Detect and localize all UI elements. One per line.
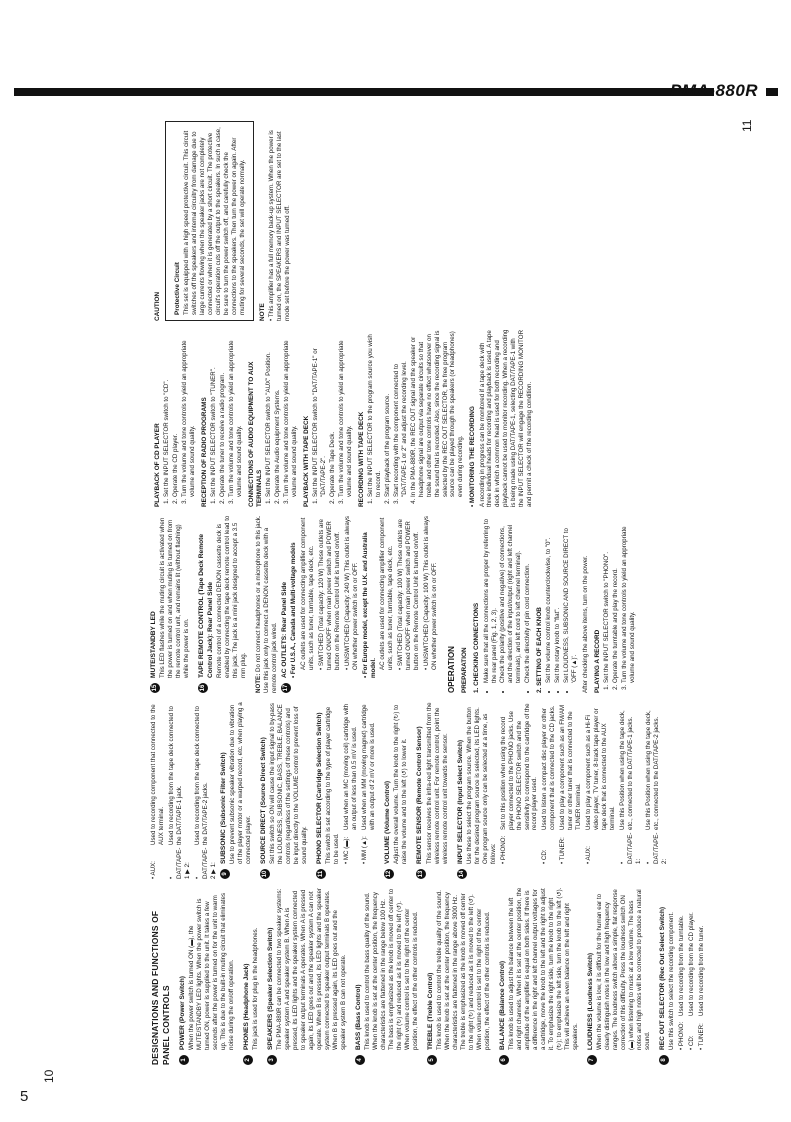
panel-item [150,515,191,693]
item-title: MUTE/STANDBY LED [150,611,157,678]
operation-block [248,329,299,507]
column-5 [150,121,740,321]
block-heading: PLAYBACK WITH TAPE DECK [303,415,310,507]
row-text: Used to play a component such as a Hi-Fi video player, TV tuner, 8-track tape player or tape deck that is connected to the AUX terminal. [585,708,616,830]
list-item: 1. Set the INPUT SELECTOR switch to "AUX" Position. [265,329,273,497]
list-item: 1. Set the INPUT SELECTOR switch to "PHONO". [603,515,611,683]
setting-list [545,515,579,693]
list-item: • Check the directivity of pin cord connection. [524,515,532,683]
list-item: 2. Operate the Audio equipment Systems. [274,329,282,497]
list-item: • Make sure that all the connections are proper by referring to the rear panel (Fig. 1, 2, 3). [483,515,499,683]
row-text: Used to recording from the tape deck connected to the DAT/TAPE-1 jack. [167,706,183,845]
item-number: 15 [152,684,158,692]
row-label: • AUX: [150,861,157,879]
item-number: 14 [458,870,465,878]
row-label: • PHONO: [499,835,507,864]
row-label: • TUNER: [697,1023,705,1050]
panel-item [316,701,377,879]
item-text: This knob is used to control the bass quality of the sound. When the knob is set at the center position, the frequency characteristics are flattened in the range below 100 Hz. The bass is emphasized as the knob is moved off center to the right (↻) and reduced as it is moved to the left (↺). When volume control is set to the right of the center position, the effect of the other controls is reduced. [364,888,419,1050]
item-title: BASS (Bass Control) [354,984,362,1050]
item-text: Remote control of a connected DENON cassette deck is enabled by connecting the tape deck remote control lead to this jack. The jack is a mini jack designed to accept a 3.5 mm plug. [216,515,247,678]
ac-eu-text: AC outlets are used for connecting amplifier component units, such as tuner, turntable, tape deck, etc. [379,517,395,670]
row-text: Used to recording from the turntable. [678,915,686,1016]
item-number: 7 [587,1055,597,1065]
item-title: VOLUME (Volume Control) [383,780,391,864]
panel-item [659,887,706,1065]
item-row [541,701,557,864]
operation-block [154,329,197,507]
row-label: • DAT/TAPE-2 ▶ 1: [193,847,217,879]
item-title: PHONO SELECTOR (Cartridge Selection Switch) [315,712,323,864]
item-title: SPEAKERS (Speaker Selection Switch) [266,927,274,1050]
row-text: Used to listen a compact disc player or other component that is connected to the CD jacks. [541,705,557,830]
panel-item [267,887,348,1065]
row-label: • DAT/TAPE-1 ▶ 2: [167,847,191,879]
item-title: BALANCE (Balance Control) [498,960,506,1050]
item-title: SUBSONIC (Subsonic Filter Switch) [219,752,227,864]
row-label: • TUNER: [559,837,567,864]
panel-item [220,701,253,879]
item-row [688,887,696,1050]
panel-items-2 [220,701,669,879]
protective-circuit-box [165,121,254,321]
item-title: SOURCE DIRECT (Source Direct Switch) [259,737,267,864]
list-item: 2. Operate the tuner to receive a radio program. [219,329,227,497]
header-rule-end [766,88,778,96]
rec-out-row [194,701,218,879]
ac-eu-head: • For Europe model, except the U.K. and Australia model. [361,532,377,678]
row-label: • CD: [688,1035,695,1050]
item-text: This LED flashes while the muting circuit is activated when the power is turned on and when muting is turned on from the remote control unit, and remains lit (without flashing) while the power is on. [159,517,191,678]
row-text: Used to play a component such as an FM/AM tuner or other tuner that is connected to the TUNER terminal. [559,704,583,830]
item-text: Set this switch so ON will cause the input signal to by-pass the LOUDNESS, SUBSONIC, BASS, TREBLE, BALANCE controls (regardless of the settings of these controls) and be input directly to the VOLUME control to prevent loss of sound quality. [269,703,308,864]
list-item: 1. Set the INPUT SELECTOR switch to "TUNER". [210,329,218,497]
column-1 [150,887,740,1065]
item-number: 12 [385,870,392,878]
block-list [265,329,299,507]
list-item: 2. Operate the turntable and play the record. [612,515,620,683]
row-label: • MC (▬): [343,836,351,864]
row-label: • CD: [541,849,549,864]
page-number-left: 5 [20,1088,29,1105]
panel-item [260,701,309,879]
list-item: 3. Turn the volume and tone controls to yield an appropriate volume and sound quality. [181,329,197,497]
operation-block [201,329,244,507]
operation-block [358,329,465,507]
block-list [312,329,354,507]
column-3 [150,515,740,693]
list-item: 2. Operate the Tape Deck. [329,329,337,497]
item-text: Use to prevent subsonic speaker vibration due to vibration of the player motor or a warped record, etc. when playing a connected player. [228,702,252,864]
row-text: Used when an MC (moving coil) cartridge with an output of less than 0.5 mV is used. [343,703,359,830]
item-row [645,701,669,864]
panel-item [179,887,236,1065]
rec-out-row [168,701,192,879]
panel-item [416,701,449,879]
item-row [559,701,583,864]
item-title: REC OUT SELECTOR (Rec Out Select Switch) [658,906,666,1050]
item-text: This switch is set according to the type of player cartridge to be used. [325,706,341,864]
ac-eu-switched: • SWITCHED (Total capacity: 100 W) These outlets are turned ON/OFF when main power switch and POWER button on the Remote Control Unit is turned on/off. [397,519,421,670]
page-number-10: 10 [42,1069,56,1083]
operation-blocks [154,329,465,507]
ac-outlets [281,515,439,693]
item-number: 5 [427,1055,437,1065]
row-label: • DAT/TAPE-2: [644,832,668,864]
playing-record-heading: PLAYING A RECORD [594,629,602,693]
item-row [698,887,706,1050]
item-title: LOUDNESS (Loudness Switch) [586,952,594,1050]
playing-record-list [603,515,637,693]
item-text: This knob is used to adjust the balance between the left and right channels. When it is set at the center position, the amplitude of the amplifier is equal on both sides. If there is a difference in the right and left channel output voltages for a cartridge, move the knob to the left and the right to adjust it. To emphasize the right side, turn the knob to the right (↻); to emphasize the left side, turn the knob to the left (↺). This will achieve an even balance on the left and right speakers. [508,887,579,1050]
item-number: 4 [355,1055,365,1065]
item-title: TREBLE (Treble Control) [426,972,434,1050]
checking-list [483,515,533,693]
item-text: This knob is used to control the treble quality of the sound. When the knob is set at the center position, the frequency characteristics are flattened in the range above 3000 Hz. The treble is emphasized as the knob is moved off center to the right (↻) and reduced as it is moved to the left (↺). When volume control is set to the right of the center position, the effect of the other controls is reduced. [436,890,491,1050]
ac-usa-switched: • SWITCHED (Total capacity: 120 W) These outlets are turned ON/OFF when main power switch and POWER button on the Remote Control Unit is turned on/off. [317,519,341,670]
item-text: Adjust the overall volume. Turn the knob to the right (↻) to raise the volume and to the left (↺) to lower it. [393,704,409,864]
note-label: NOTE: [254,673,262,693]
rec-out-rows [150,701,218,879]
item-title: INPUT SELECTOR (Input Select Switch) [456,739,464,864]
panel-items-3 [150,515,248,693]
item-number: 2 [243,1055,253,1065]
item-number: 9 [220,869,230,879]
header-rule [14,88,714,96]
monitoring-text: A recording in progress can be monitored if a tape deck with three individual heads for recording and playback is used. A tape deck in which a common head is used for both recording and playback cannot be used to monitor recording. When a recording is being made using DAT/TAPE-1, selecting DAT/TAPE-1 with the INPUT SELECTOR will engage the RECORDING MONITOR and permit a check of the recording condition. [478,329,534,507]
panel-items [179,887,706,1065]
panel-item [198,515,248,693]
item-number: 3 [267,1055,277,1065]
item-number: 17 [282,684,289,692]
rotated-manual-page [150,105,740,1065]
ac-title: AC OUTLETS: Rear Panel Side [280,582,288,678]
item-number: 16 [200,684,207,692]
row-text: Used to recording component that connected to the AUX terminal. [150,704,165,845]
row-text: Use this Position when using the tape deck, etc., connected to the DAT/TAPE-1 jacks. [618,710,634,830]
item-row [619,701,643,864]
item-number: 6 [499,1055,509,1065]
row-label: • PHONO: [678,1021,686,1050]
item-title: POWER (Power Switch) [178,975,186,1050]
block-list [367,329,465,507]
list-item: • Set the rotary knob to "flat". [554,515,562,683]
preparation-heading: PREPARATION [461,647,469,693]
list-item: 3. Start recording with the component connected to "DAT/TAPE-1 or 2" and adjust the recording level. [393,329,409,497]
item-number: 13 [418,870,425,878]
list-item: 1. Set the INPUT SELECTOR switch to "CD". [163,329,171,497]
memory-note: • This amplifier has a full memory back-up system. When the power is turned on, the SPEAKERS and INPUT SELECTOR are set to the last mode set before the power was turned off. [268,130,291,321]
page-number-11: 11 [740,119,754,132]
block-heading: RECORDING WITH TAPE DECK [357,411,365,507]
item-row [500,701,540,864]
row-text: Used to recording from the tuner. [697,925,705,1016]
operation-heading: OPERATION [447,646,456,693]
item-number: 11 [317,870,324,878]
row-text: Use this Position when using the tape deck, etc., connected to the DAT/TAPE-2 jacks. [644,710,660,830]
item-text: When the volume is low, it is difficult for the human ear to clearly distinguish notes in the low and high frequency ranges. The loudness switch allows a simple, flat response correction of this difficulty. Press the loudness switch ON (▬) when listening to music at a low volume. The bass notes and high notes will be corrected to produce a natural sound. [596,889,651,1050]
item-title: REMOTE SENSOR (Remote Control Sensor) [416,726,424,864]
item-text: This sensor receives the infra-red light transmitted from the wireless remote control unit. For remote control, point the wireless remote control unit towards the sensor. [425,702,449,864]
tape-remote-note [255,515,279,693]
ac-eu-unswitched: • UNSWITCHED (Capacity: 100 W) This outlet is always ON whether power switch is on or OFF. [423,515,439,670]
list-item: • Check the polarity (positive and negative) of connections, and the direction of the input/output (right and left channel terminals), and left cord to left channel terminal). [499,515,523,683]
column-2 [150,701,740,879]
item-row [343,701,359,864]
operation-block [303,329,354,507]
list-item: 2. Start playback of the program source. [384,329,392,497]
protective-heading: Protective Circuit [174,262,182,315]
monitoring-heading: • MONITORING THE RECORDING [469,406,477,507]
item-number: 10 [261,870,268,878]
panel-item [587,887,652,1065]
item-title: PHONES (Headphone Jack) [242,963,250,1050]
row-text: Used to recording from the tape deck connected to the DAT/TAPE-2 jacks. [193,706,209,845]
note-heading: NOTE [258,303,266,321]
row-label: • DAT/TAPE-1: [618,832,642,864]
panel-item [384,701,409,879]
model-name: PMA-880R [670,81,759,100]
list-item: 1. Set the INPUT SELECTOR switch to "DAT/TAPE-1" or "DAT/TAPE-2". [312,329,328,497]
column-4 [150,329,740,507]
panel-item [355,887,420,1065]
rec-out-row [150,701,166,879]
row-text: Used to recording from the CD player. [688,912,695,1016]
block-heading: RECEPTION OF RADIO PROGRAMS [200,397,208,507]
list-item: • Set LOUDNESS, SUBSONIC AND SOURCE DIRECT to 'OFF (▲)'. [563,515,579,683]
row-text: Used when an MM (moving magnet) cartridge with an output of 2 mV or more is used. [361,704,376,830]
item-row [585,701,617,864]
item-text: Use these to select the program source. When the button for the desired program source is selected, its LED lights. One program source only can be selected at a time, as follows: [465,707,497,864]
list-item: • Set the volume control knob counterclockwise, to "0". [545,515,553,683]
block-heading: PLAYBACK OF CD PLAYER [154,423,161,507]
list-item: 2. Operate the CD player. [172,329,180,497]
row-label: • MM (▲): [361,836,369,864]
list-item: 3. Turn the volume and tone controls to yield an appropriate volume and sound quality. [228,329,244,497]
protective-text: This set is equipped with a high speed protective circuit. This circuit switches off the speakers and internal circuitry from damage due to large currents flowing when the speaker jacks are not completely connected or when it is generated by a short circuit. The protective circuit's operation cuts off the output to the speakers. In such a case, be sure to turn the power switch off, and carefully check the connections to the speakers. Then turn the power on again. After muting for several seconds, the set will operate normally. [183,127,246,315]
block-heading: CONNECTIONS OF AUDIO EQUIPMENT TO AUX TERMINALS [247,361,264,507]
item-text: The PMA-880R can be connected to two speaker systems: speaker system A and speaker system B. When A is pressed, its LED lights and the speaker system connected to speaker output terminals A operates. When A is pressed again, its LED goes out and the speaker system A can not operate. When B is pressed, its LED lights and the speaker system connected to speaker output terminals B operates. When B is pressed again, its LED goes out and the speaker system B can not operate. [276,888,347,1050]
panel-item [243,887,260,1065]
list-item: 4. In the PMA-880R, the REC OUT signal and the speaker or headphone signal are output via separate circuits so that treble and other tone controls have no effect whatsoever on the sound that is recorded. Also, since the recording signal is selected by the REC OUT SELECTOR, the free program source can be played through the speakers (or headphones) even during recording. [410,329,466,497]
item-number: 1 [179,1055,189,1065]
item-title: TAPE REMOTE CONTROL (Tape Deck Remote Control Jack): Rear Panel Side [198,534,214,678]
block-list [163,329,197,507]
ac-usa-head: • For U.S.A., Canada and Multi-voltage models [290,542,298,678]
item-row [361,701,377,864]
list-item: 3. Turn the volume and tone controls to yield an appropriate volume and sound quality. [283,329,299,497]
after-check: After checking the above items, turn on the power. [582,555,590,693]
item-row [678,887,686,1050]
ac-usa-text: AC outlets are used for connecting amplifier component units, such as tuner, turntable, tape deck, etc. [300,517,315,670]
list-item: 3. Turn the volume and tone controls to yield an appropriate volume and sound quality. [621,515,637,683]
item-text: When the power switch is turned ON (▬), the MUTE/STANDBY LED lights. When the power switch is turned ON, power is supplied to the unit. It takes a few seconds after the power is turned on for the unit to warm up. This is due to the built-in muting circuit that eliminates noise during the on/off operation. [187,892,235,1050]
list-item: 1. Set the INPUT SELECTOR to the program source you wish to record. [367,329,383,497]
list-item: 3. Turn the volume and tone controls to yield an appropriate volume and sound quality. [338,329,354,497]
panel-item [499,887,580,1065]
row-label: • AUX: [585,846,593,864]
panel-heading: DESIGNATIONS AND FUNCTIONS OF PANEL CONTROLS [150,910,171,1065]
item-number: 8 [659,1055,669,1065]
panel-item [427,887,492,1065]
item-text: This jack is used for plug in the headphones. [252,927,259,1050]
row-text: Set to this position when using the record player connected to the PHONO jacks. Use the PHONO SELECTOR switch and the sensitivity to correspond to the cartridge of the record player used. [499,703,539,830]
item-text: Use this switch to select the recording component. [668,912,676,1050]
caution-heading: CAUTION [154,291,161,321]
note-text: Do not connect headphones or a microphone to this jack. Use this jack only to connect a DENON cassette deck with a remote control jack wired. [254,515,278,693]
checking-heading: 1. CHECKING CONNECTIONS [473,602,481,693]
setting-heading: 2. SETTING OF EACH KNOB [536,607,544,693]
block-list [210,329,244,507]
panel-item [457,701,669,879]
ac-usa-unswitched: • UNSWITCHED (Capacity: 240 W) This outlet is always ON whether power switch is on or OFF. [343,515,359,670]
